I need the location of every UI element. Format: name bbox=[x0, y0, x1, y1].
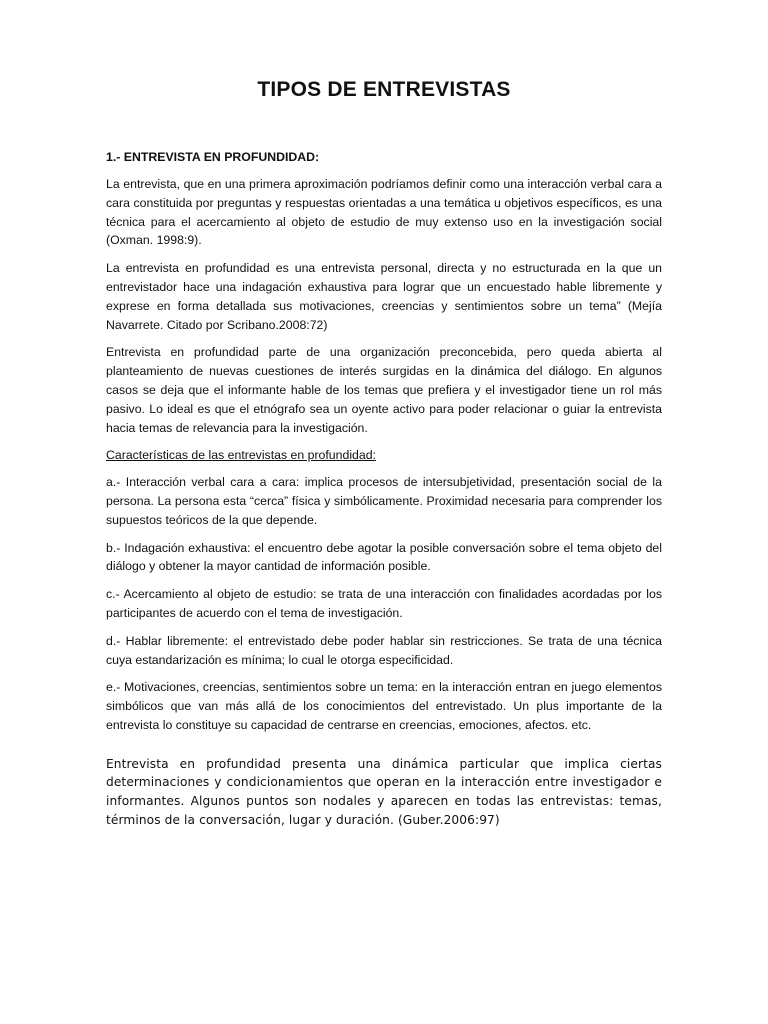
section-heading: 1.- ENTREVISTA EN PROFUNDIDAD: bbox=[106, 150, 320, 164]
characteristic-item-c: c.- Acercamiento al objeto de estudio: se trata de una interacción con finalidades acordadas por los participantes de acuerdo con el tema de investigación. bbox=[106, 587, 662, 620]
document-title: TIPOS DE ENTREVISTAS bbox=[257, 78, 511, 101]
characteristics-heading: Características de las entrevistas en profundidad: bbox=[106, 448, 376, 463]
paragraph-organization: Entrevista en profundidad parte de una organización preconcebida, pero queda abierta al planteamiento de nuevas cuestiones de interés surgidas en la dinámica del diálogo. En algunos casos se deja que el informante hable de los temas que prefiera y el investigador tiene un rol más pasivo. Lo ideal es que el etnógrafo sea un oyente activo para poder relacionar o guiar la entrevista hacia temas de relevancia para la investigación. bbox=[106, 345, 662, 435]
paragraph-definition: La entrevista, que en una primera aproximación podríamos definir como una interacción verbal cara a cara constituida por preguntas y respuestas orientadas a una temática u objetivos específicos, es una técnica para el acercamiento al objeto de estudio de muy extenso uso en la investigación social (Oxman. 1998:9). bbox=[106, 177, 662, 248]
paragraph-in-depth-interview: La entrevista en profundidad es una entrevista personal, directa y no estructurada en la que un entrevistador hace una indagación exhaustiva para lograr que un encuestado hable libremente y exprese en forma detallada sus motivaciones, creencias y sentimientos sobre un tema” (Mejía Navarrete. Citado por Scribano.2008:72) bbox=[106, 261, 662, 332]
characteristic-item-a: a.- Interacción verbal cara a cara: implica procesos de intersubjetividad, presentación social de la persona. La persona esta “cerca” física y simbólicamente. Proximidad necesaria para comprender los supuestos teóricos de la que depende. bbox=[106, 475, 662, 527]
characteristic-item-e: e.- Motivaciones, creencias, sentimientos sobre un tema: en la interacción entran en juego elementos simbólicos que van más allá de los conocimientos del entrevistado. Un plus importante de la entrevista lo constituye su capacidad de centrarse en creencias, emociones, afectos. etc. bbox=[106, 680, 662, 732]
characteristic-item-d: d.- Hablar libremente: el entrevistado debe poder hablar sin restricciones. Se trata de una técnica cuya estandarización es mínima; lo cual le otorga especificidad. bbox=[106, 633, 662, 667]
final-paragraph: Entrevista en profundidad presenta una dinámica particular que implica ciertas determinaciones y condicionamientos que operan en la interacción entre investigador e informantes. Algunos puntos son nodales y aparecen en todas las entrevistas: temas, términos de la conversación, lugar y duración. (Guber.2006:97) bbox=[106, 756, 662, 827]
characteristic-item-b: b.- Indagación exhaustiva: el encuentro debe agotar la posible conversación sobre el tema objeto del diálogo y obtener la mayor cantidad de información posible. bbox=[106, 540, 662, 574]
